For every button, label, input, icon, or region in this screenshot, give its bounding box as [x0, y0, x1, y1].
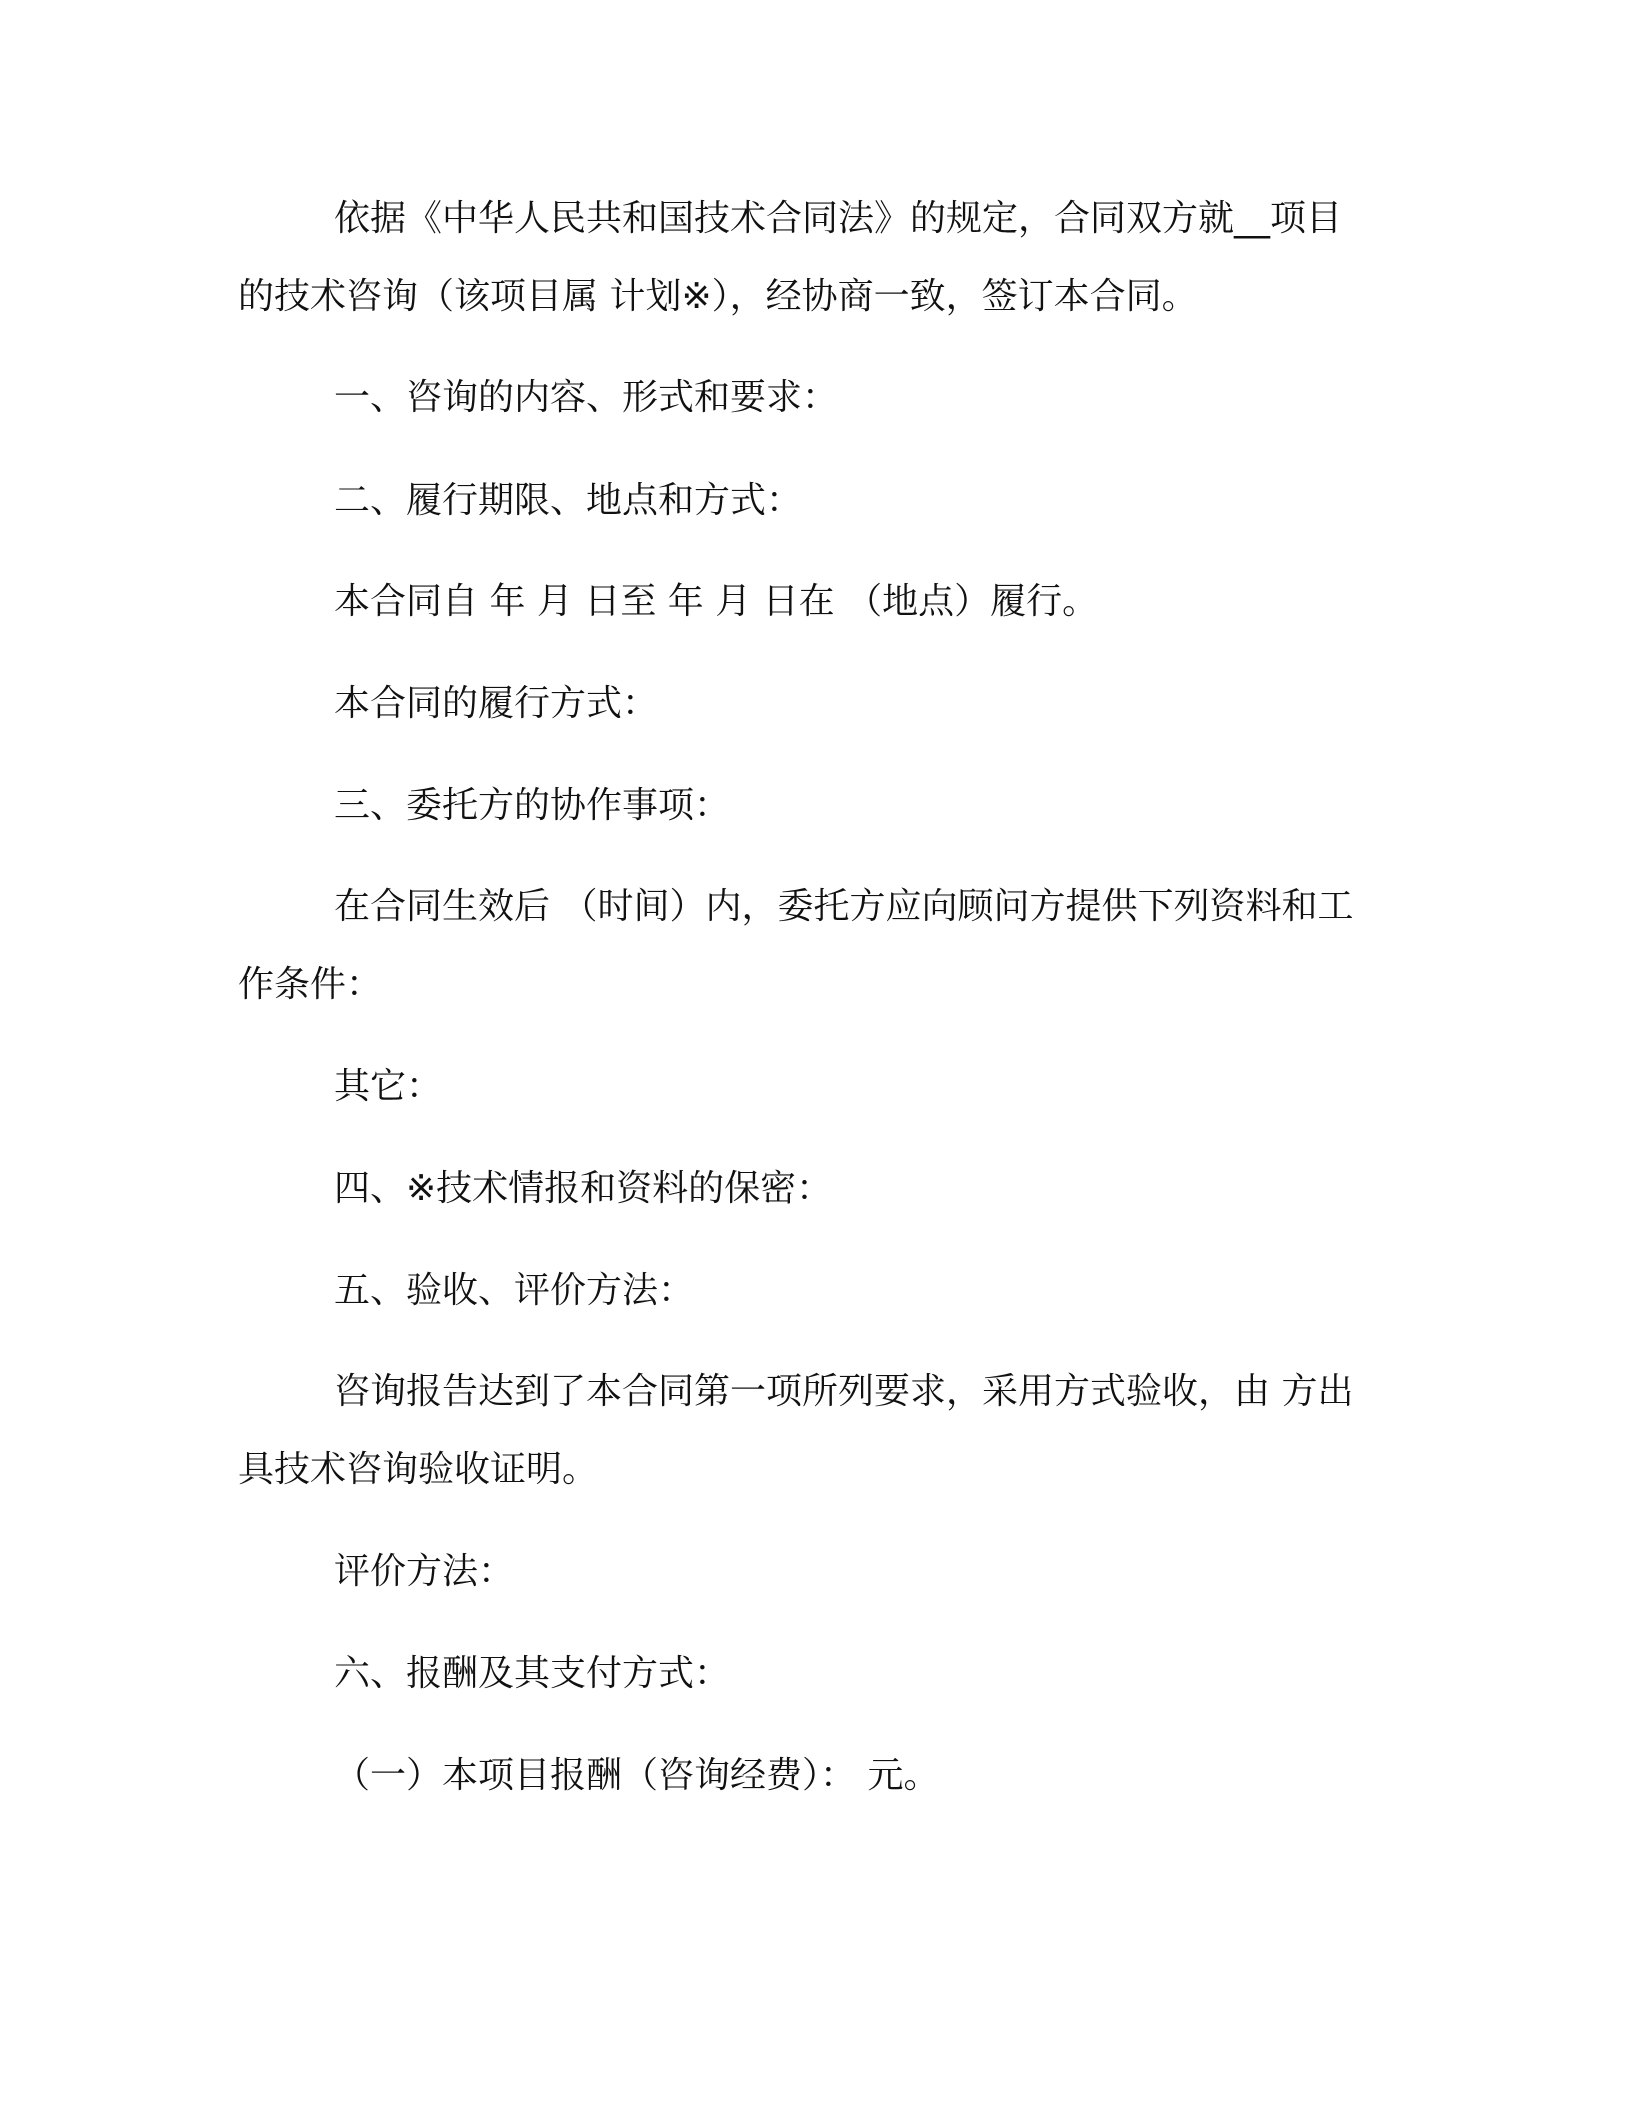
paragraph-line: （一）本项目报酬（咨询经费）： 元。 — [334, 1755, 940, 1796]
paragraph-line: 本合同的履行方式： — [334, 683, 659, 724]
paragraph-line: 二、履行期限、地点和方式： — [334, 480, 803, 521]
paragraph-line: 三、委托方的协作事项： — [334, 785, 731, 826]
paragraph-line: 本合同自 年 月 日至 年 月 日在 （地点）履行。 — [334, 581, 1099, 622]
paragraph-line: 六、报酬及其支付方式： — [334, 1653, 731, 1694]
paragraph-line: 在合同生效后 （时间）内，委托方应向顾问方提供下列资料和工 — [334, 886, 1354, 927]
section-heading-2 — [238, 462, 1378, 540]
paragraph-line: 依据《中华人民共和国技术合同法》的规定，合同双方就__项目 — [334, 198, 1343, 239]
paragraph-other — [238, 1048, 1378, 1126]
paragraph-fee — [238, 1737, 1378, 1815]
section-heading-3 — [238, 767, 1378, 845]
paragraph-line: 一、咨询的内容、形式和要求： — [334, 377, 839, 418]
paragraph-intro — [238, 180, 1378, 336]
paragraph-line: 具技术咨询验收证明。 — [238, 1449, 599, 1490]
paragraph-term — [238, 563, 1378, 641]
paragraph-acceptance — [238, 1353, 1378, 1509]
paragraph-line: 其它： — [334, 1066, 443, 1107]
paragraph-line: 作条件： — [238, 964, 383, 1005]
paragraph-cooperation — [238, 868, 1378, 1024]
paragraph-line: 的技术咨询（该项目属 计划※），经协商一致，签订本合同。 — [238, 276, 1198, 317]
paragraph-method — [238, 665, 1378, 743]
paragraph-line: 评价方法： — [334, 1551, 515, 1592]
paragraph-line: 四、※技术情报和资料的保密： — [334, 1168, 833, 1209]
paragraph-line: 咨询报告达到了本合同第一项所列要求，采用方式验收，由 方出 — [334, 1371, 1354, 1412]
paragraph-line: 五、验收、评价方法： — [334, 1270, 695, 1311]
section-heading-4 — [238, 1150, 1378, 1228]
section-heading-5 — [238, 1252, 1378, 1330]
section-heading-1 — [238, 359, 1378, 437]
paragraph-evaluation — [238, 1533, 1378, 1611]
section-heading-6 — [238, 1635, 1378, 1713]
